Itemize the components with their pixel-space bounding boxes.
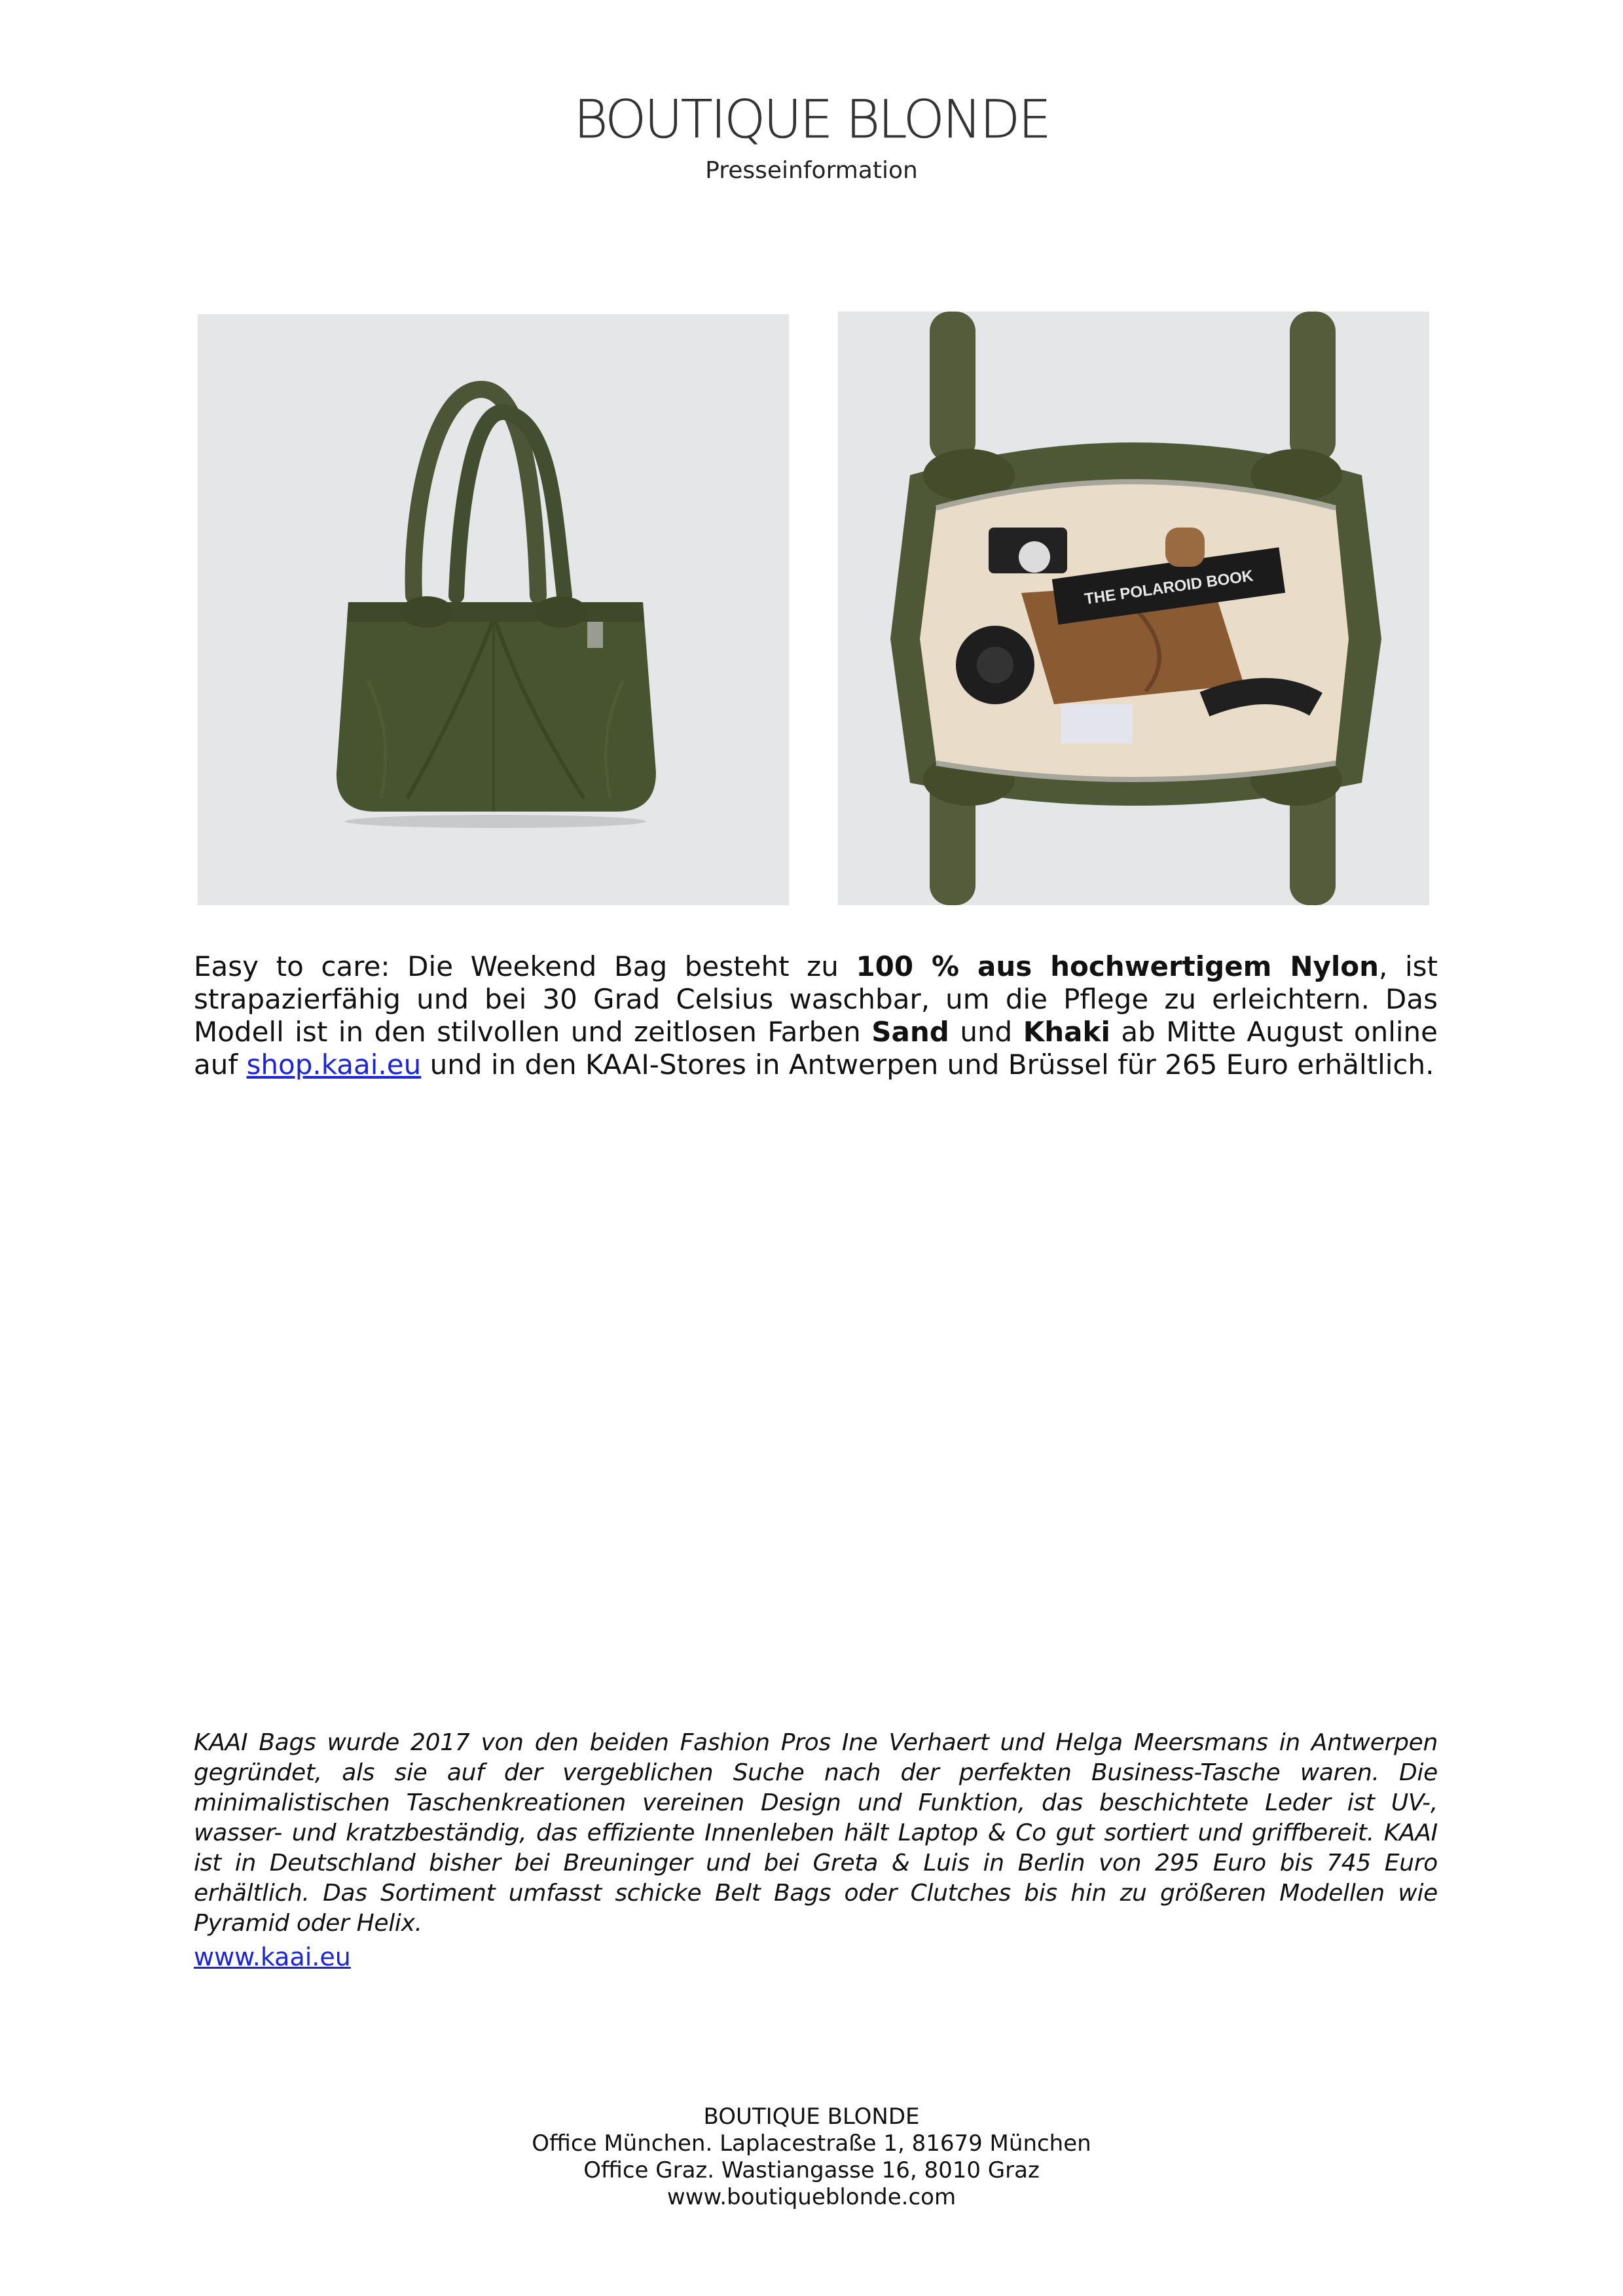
shop-link[interactable]: shop.kaai.eu xyxy=(246,1049,422,1081)
highlight-material: 100 % aus hochwertigem Nylon xyxy=(856,950,1379,982)
product-photo-closed-bag xyxy=(198,314,789,905)
bag-illustration xyxy=(198,314,789,905)
main-text-part: ab Mitte August online auf xyxy=(194,1016,1438,1081)
main-text-part: , ist strapazierfähig und bei 30 Grad Celsius waschbar, um die Pflege zu erleichtern. Das Modell ist in den stilvollen und zeitlosen Farben xyxy=(194,950,1438,1048)
main-text-part: und xyxy=(949,1016,1023,1048)
highlight-color-sand: Sand xyxy=(871,1016,949,1048)
footer-website: www.boutiqueblonde.com xyxy=(666,2184,957,2210)
footer-address-munich: Office München. Laplacestraße 1, 81679 München xyxy=(532,2130,1091,2157)
highlight-color-khaki: Khaki xyxy=(1023,1016,1110,1048)
footer-company: BOUTIQUE BLONDE xyxy=(703,2104,920,2130)
book-title-text: THE POLAROID BOOK xyxy=(1083,567,1254,609)
footer-address-graz: Office Graz. Wastiangasse 16, 8010 Graz xyxy=(583,2157,1040,2183)
footer xyxy=(0,2104,1623,2211)
product-photo-open-bag xyxy=(838,312,1429,905)
bag-contents-illustration xyxy=(838,312,1429,905)
logo: BOUTIQUE BLONDE xyxy=(574,89,1049,150)
main-paragraph xyxy=(194,950,1438,1081)
document-subtitle: Presseinformation xyxy=(705,157,918,184)
main-text-part: Easy to care: Die Weekend Bag besteht zu xyxy=(194,950,856,982)
main-text-part: und in den KAAI-Stores in Antwerpen und Brüssel für 265 Euro erhältlich. xyxy=(421,1049,1434,1081)
about-paragraph: KAAI Bags wurde 2017 von den beiden Fashion Pros Ine Verhaert und Helga Meersmans in Antwerpen gegründet, als sie auf der vergeblichen Suche nach der perfekten Business-Tasche waren. Die minimalistischen Taschenkreationen vereinen Design und Funktion, das beschichtete Leder ist UV-, wasser- und kratzbeständig, das effiziente Innenleben hält Laptop & Co gut sortiert und griffbereit. KAAI ist in Deutschland bisher bei Breuninger und bei Greta & Luis in Berlin von 295 Euro bis 745 Euro erhältlich. Das Sortiment umfasst schicke Belt Bags oder Clutches bis hin zu größeren Modellen wie Pyramid oder Helix. xyxy=(194,1729,1438,1937)
website-link[interactable]: www.kaai.eu xyxy=(194,1943,351,1971)
